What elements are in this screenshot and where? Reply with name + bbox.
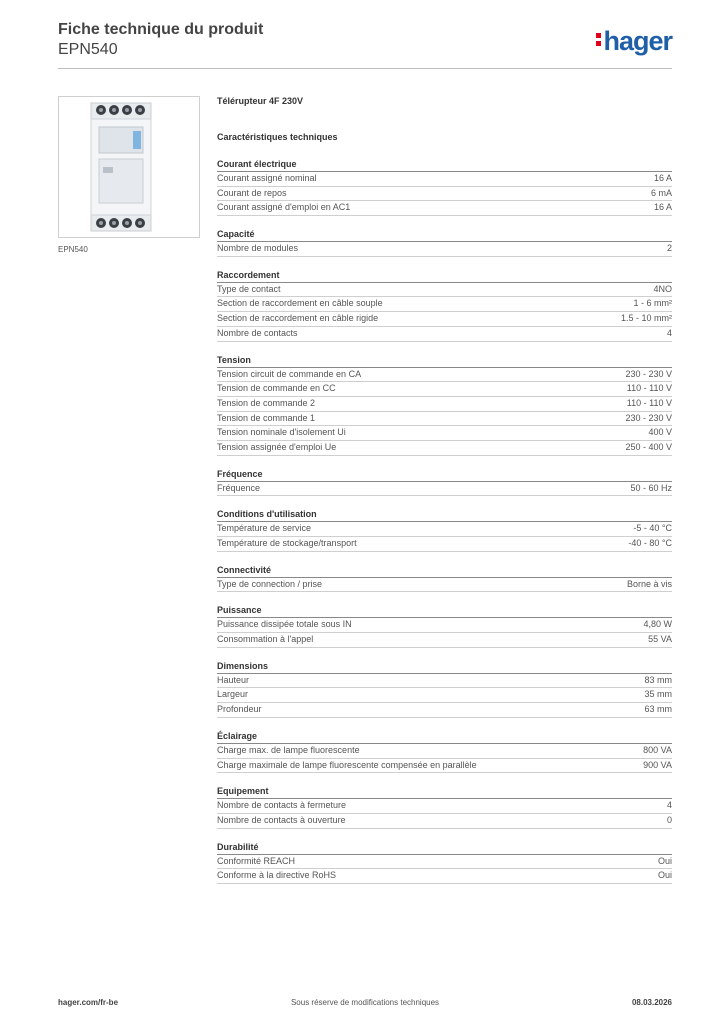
spec-value: 4 [666,327,672,338]
spec-label: Consommation à l'appel [217,634,314,645]
spec-value: 4NO [653,283,672,294]
spec-label: Charge maximale de lampe fluorescente compensée en parallèle [217,759,477,770]
spec-sections [217,158,672,884]
spec-row [217,382,672,397]
spec-section [217,564,672,593]
spec-label: Conforme à la directive RoHS [217,870,337,881]
page-header [58,20,672,60]
spec-row [217,869,672,884]
spec-label: Nombre de contacts à fermeture [217,800,347,811]
spec-heading: Caractéristiques techniques [217,132,338,142]
section-title: Dimensions [217,660,672,674]
spec-section [217,660,672,718]
spec-value: Oui [657,870,672,881]
spec-label: Nombre de contacts [217,327,298,338]
spec-content [217,96,672,896]
spec-label: Type de connection / prise [217,578,323,589]
spec-label: Hauteur [217,674,250,685]
spec-section [217,604,672,647]
spec-label: Nombre de modules [217,243,299,254]
spec-label: Courant de repos [217,187,287,198]
hager-logo [596,26,672,57]
spec-row [217,633,672,648]
spec-value: 110 - 110 V [626,383,672,394]
spec-value: 35 mm [644,689,672,700]
spec-label: Température de stockage/transport [217,538,357,548]
section-title: Durabilité [217,841,672,855]
spec-value: 2 [666,243,672,254]
spec-row [217,397,672,412]
spec-value: 110 - 110 V [626,397,672,408]
spec-row [217,283,672,298]
spec-row [217,312,672,327]
spec-row [217,578,672,593]
spec-value: 230 - 230 V [625,412,672,423]
section-title: Éclairage [217,730,672,744]
spec-value: 230 - 230 V [625,368,672,379]
section-title: Fréquence [217,468,672,482]
spec-row [217,327,672,342]
spec-section [217,158,672,216]
spec-section [217,468,672,497]
spec-section [217,269,672,342]
spec-value: 16 A [653,173,672,183]
footer-notice: Sous réserve de modifications techniques [290,998,440,1007]
section-title: Tension [217,354,672,368]
spec-section [217,841,672,884]
spec-label: Tension de commande 2 [217,397,316,408]
spec-value: 250 - 400 V [625,441,672,452]
product-image [58,96,200,238]
spec-label: Puissance dissipée totale sous IN [217,619,352,630]
spec-row [217,522,672,537]
spec-value: Oui [657,855,672,866]
contactor-device-icon [59,97,199,237]
spec-label: Courant assigné d'emploi en AC1 [217,202,351,213]
spec-row [217,242,672,257]
spec-value: 900 VA [643,759,672,770]
spec-label: Section de raccordement en câble souple [217,298,383,309]
spec-value: 50 - 60 Hz [630,482,672,493]
spec-label: Tension assignée d'emploi Ue [217,441,337,452]
section-title: Puissance [217,604,672,618]
spec-row [217,688,672,703]
spec-row [217,187,672,202]
spec-row [217,412,672,427]
header-divider [58,68,672,69]
spec-value: 0 [666,814,672,825]
spec-section [217,785,672,828]
spec-row [217,759,672,774]
spec-row [217,674,672,689]
section-title: Capacité [217,228,672,242]
spec-value: -40 - 80 °C [628,538,672,548]
spec-section [217,354,672,456]
spec-label: Type de contact [217,283,281,294]
section-title: Raccordement [217,269,672,283]
spec-row [217,482,672,497]
spec-row [217,744,672,759]
section-title: Conditions d'utilisation [217,508,672,522]
spec-label: Charge max. de lampe fluorescente [217,744,360,755]
page-title: Fiche technique du produit [58,21,264,38]
spec-label: Tension nominale d'isolement Ui [217,427,346,438]
spec-section [217,508,672,551]
spec-value: 55 VA [648,634,672,645]
spec-value: 4,80 W [643,619,672,630]
spec-value: 16 A [653,202,672,213]
logo-dots-icon [596,30,601,49]
spec-label: Tension de commande 1 [217,412,316,423]
spec-label: Profondeur [217,704,262,715]
spec-row [217,703,672,718]
spec-value: 1 - 6 mm² [633,298,672,309]
product-reference: EPN540 [58,41,118,58]
spec-label: Tension circuit de commande en CA [217,368,362,379]
spec-label: Tension de commande en CC [217,383,336,394]
spec-value: Borne à vis [626,578,672,589]
spec-row [217,201,672,216]
section-title: Equipement [217,785,672,799]
spec-value: 63 mm [644,704,672,715]
footer-website: hager.com/fr-be [58,998,119,1007]
spec-label: Nombre de contacts à ouverture [217,814,346,825]
section-title: Courant électrique [217,158,672,172]
spec-row [217,441,672,456]
spec-row [217,618,672,633]
spec-label: Conformité REACH [217,855,296,866]
section-title: Connectivité [217,564,672,578]
spec-label: Largeur [217,689,249,700]
spec-row [217,799,672,814]
spec-row [217,172,672,187]
spec-value: 6 mA [650,187,672,198]
spec-label: Température de service [217,523,312,534]
product-name: Télérupteur 4F 230V [217,96,304,106]
footer-date: 08.03.2026 [631,998,672,1007]
spec-label: Section de raccordement en câble rigide [217,313,379,324]
spec-label: Courant assigné nominal [217,173,317,183]
spec-value: 1.5 - 10 mm² [620,313,672,324]
spec-row [217,814,672,829]
spec-section [217,228,672,257]
spec-value: 800 VA [643,744,672,755]
spec-row [217,537,672,552]
spec-value: -5 - 40 °C [633,523,672,534]
spec-value: 83 mm [644,674,672,685]
spec-label: Fréquence [217,482,261,493]
spec-section [217,730,672,773]
spec-row [217,426,672,441]
spec-row [217,297,672,312]
spec-row [217,855,672,870]
logo-text: hager [603,26,672,56]
spec-value: 400 V [648,427,672,438]
product-image-caption: EPN540 [58,245,88,254]
spec-row [217,368,672,383]
spec-value: 4 [666,800,672,811]
